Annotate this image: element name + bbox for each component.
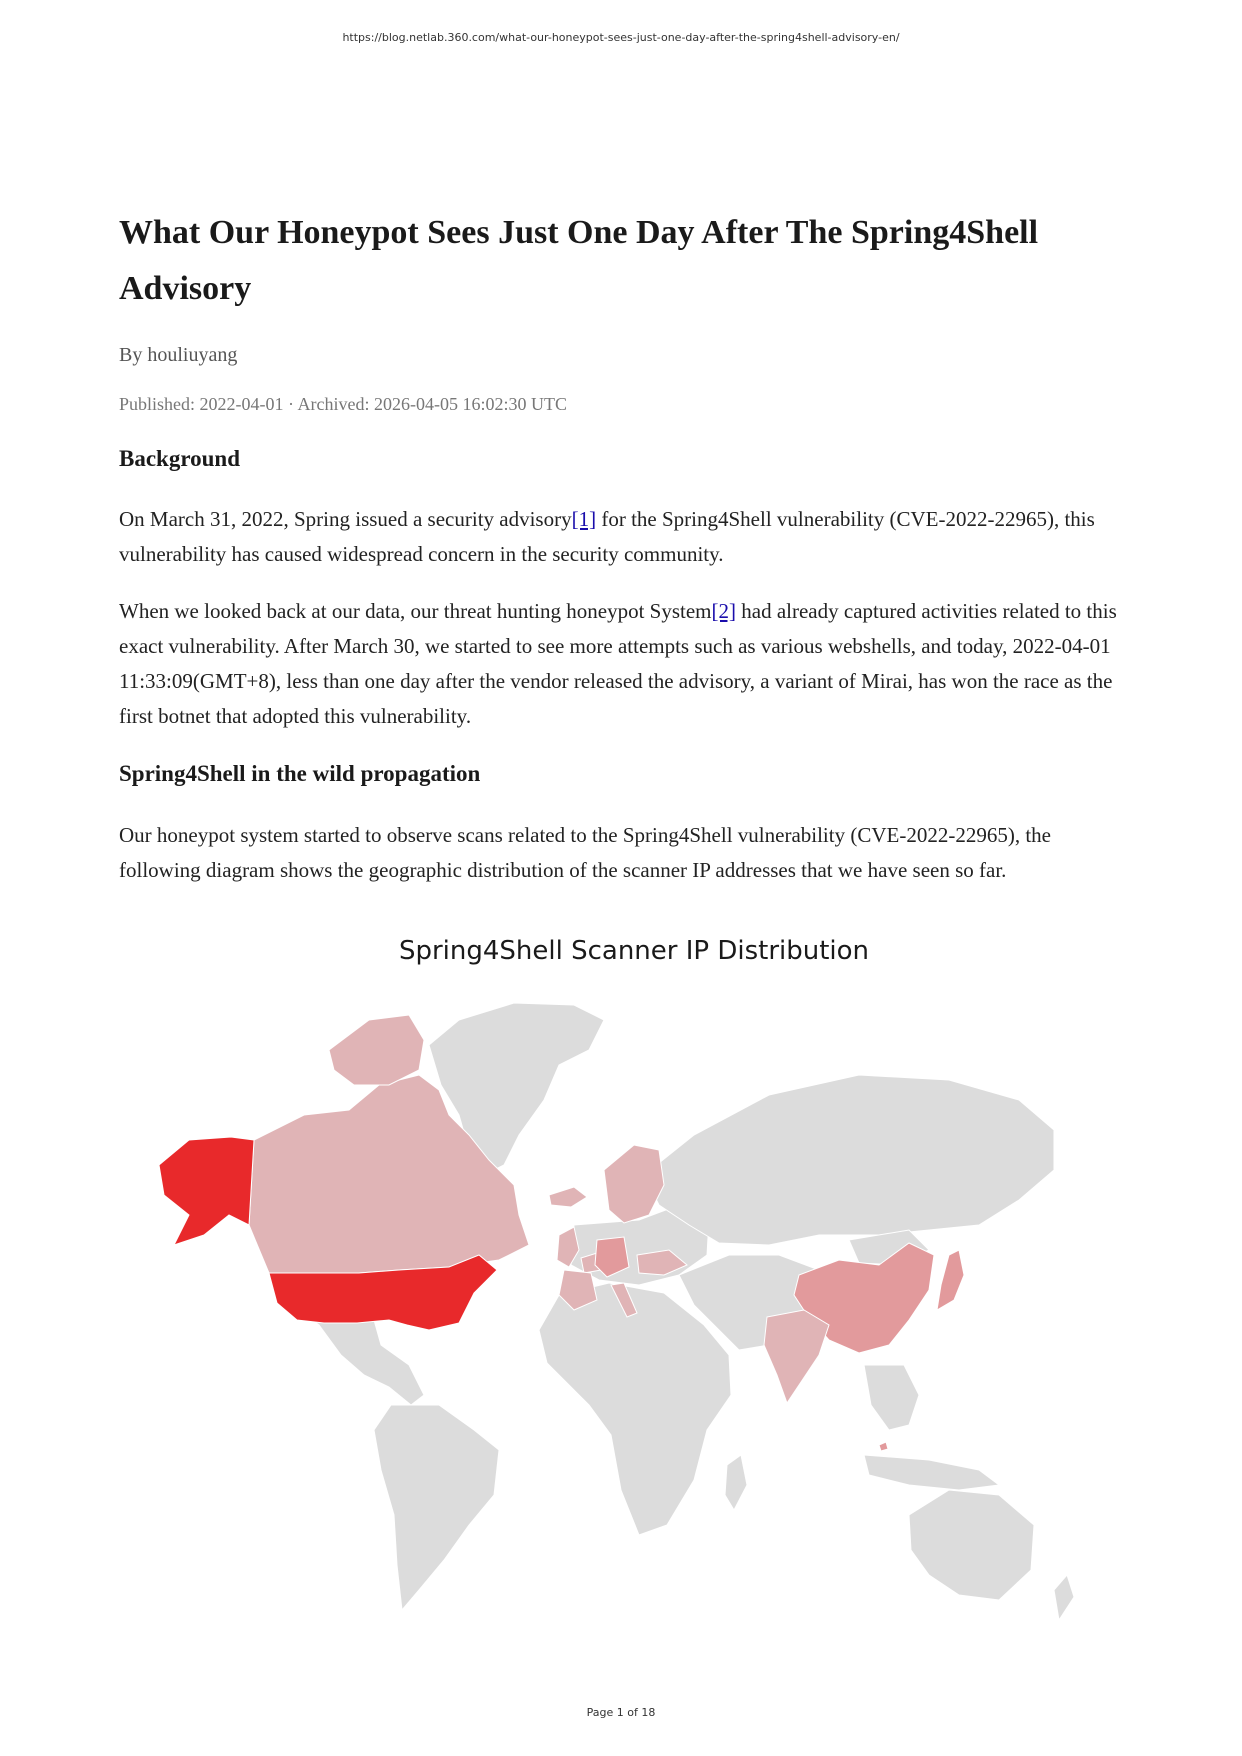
paragraph-background-2: When we looked back at our data, our threat hunting honeypot System[2] had already captured activities related to this exact vulnerability. After March 30, we started to see more attempts such as various webshells, and today, 2022-04-01 11:33:09(GMT+8), less than one day after the vendor released the advisory, a variant of Mirai, has won the race as the first botnet that adopted this vulnerability. (119, 599, 1117, 728)
chart-title: Spring4Shell Scanner IP Distribution (398, 936, 870, 966)
region-iceland (549, 1187, 587, 1207)
region-southeast-asia (864, 1365, 919, 1430)
region-africa (539, 1283, 731, 1535)
article-byline: By houliuyang (119, 344, 238, 366)
region-canada-arctic-islands (329, 1015, 424, 1085)
region-alaska (159, 1137, 254, 1245)
region-japan (937, 1250, 964, 1310)
world-map-chart (119, 925, 1149, 1625)
region-scandinavia (604, 1145, 664, 1223)
paragraph-propagation: Our honeypot system started to observe scans related to the Spring4Shell vulnerability (CVE-2022-22965), the following diagram shows the geographic distribution of the scanner IP addresses that we have seen so far. (119, 823, 1051, 882)
region-australia (909, 1490, 1034, 1600)
article-title: What Our Honeypot Sees Just One Day After The Spring4Shell Advisory (119, 214, 1039, 307)
region-india (764, 1310, 829, 1403)
scanner-distribution-figure (119, 925, 1149, 1625)
footnote-link-1[interactable]: [1] (571, 507, 597, 531)
region-indonesia (864, 1455, 999, 1490)
paragraph-background-1: On March 31, 2022, Spring issued a security advisory[1] for the Spring4Shell vulnerability (CVE-2022-22965), this vulnerability has caused widespread concern in the security community. (119, 507, 1095, 566)
region-singapore (879, 1442, 888, 1451)
region-south-america (374, 1405, 499, 1610)
region-madagascar (725, 1455, 747, 1510)
footnote-link-2[interactable]: [2] (711, 599, 737, 623)
page-footer: Page 1 of 18 (586, 1706, 656, 1719)
article-meta: Published: 2022-04-01 · Archived: 2026-04-05 16:02:30 UTC (119, 394, 567, 414)
section-heading-propagation: Spring4Shell in the wild propagation (119, 761, 481, 786)
section-heading-background: Background (119, 446, 241, 471)
region-new-zealand (1054, 1575, 1074, 1620)
page-url-header: https://blog.netlab.360.com/what-our-honeypot-sees-just-one-day-after-the-spring4shell-advisory-en/ (342, 31, 900, 44)
region-russia (644, 1075, 1054, 1245)
